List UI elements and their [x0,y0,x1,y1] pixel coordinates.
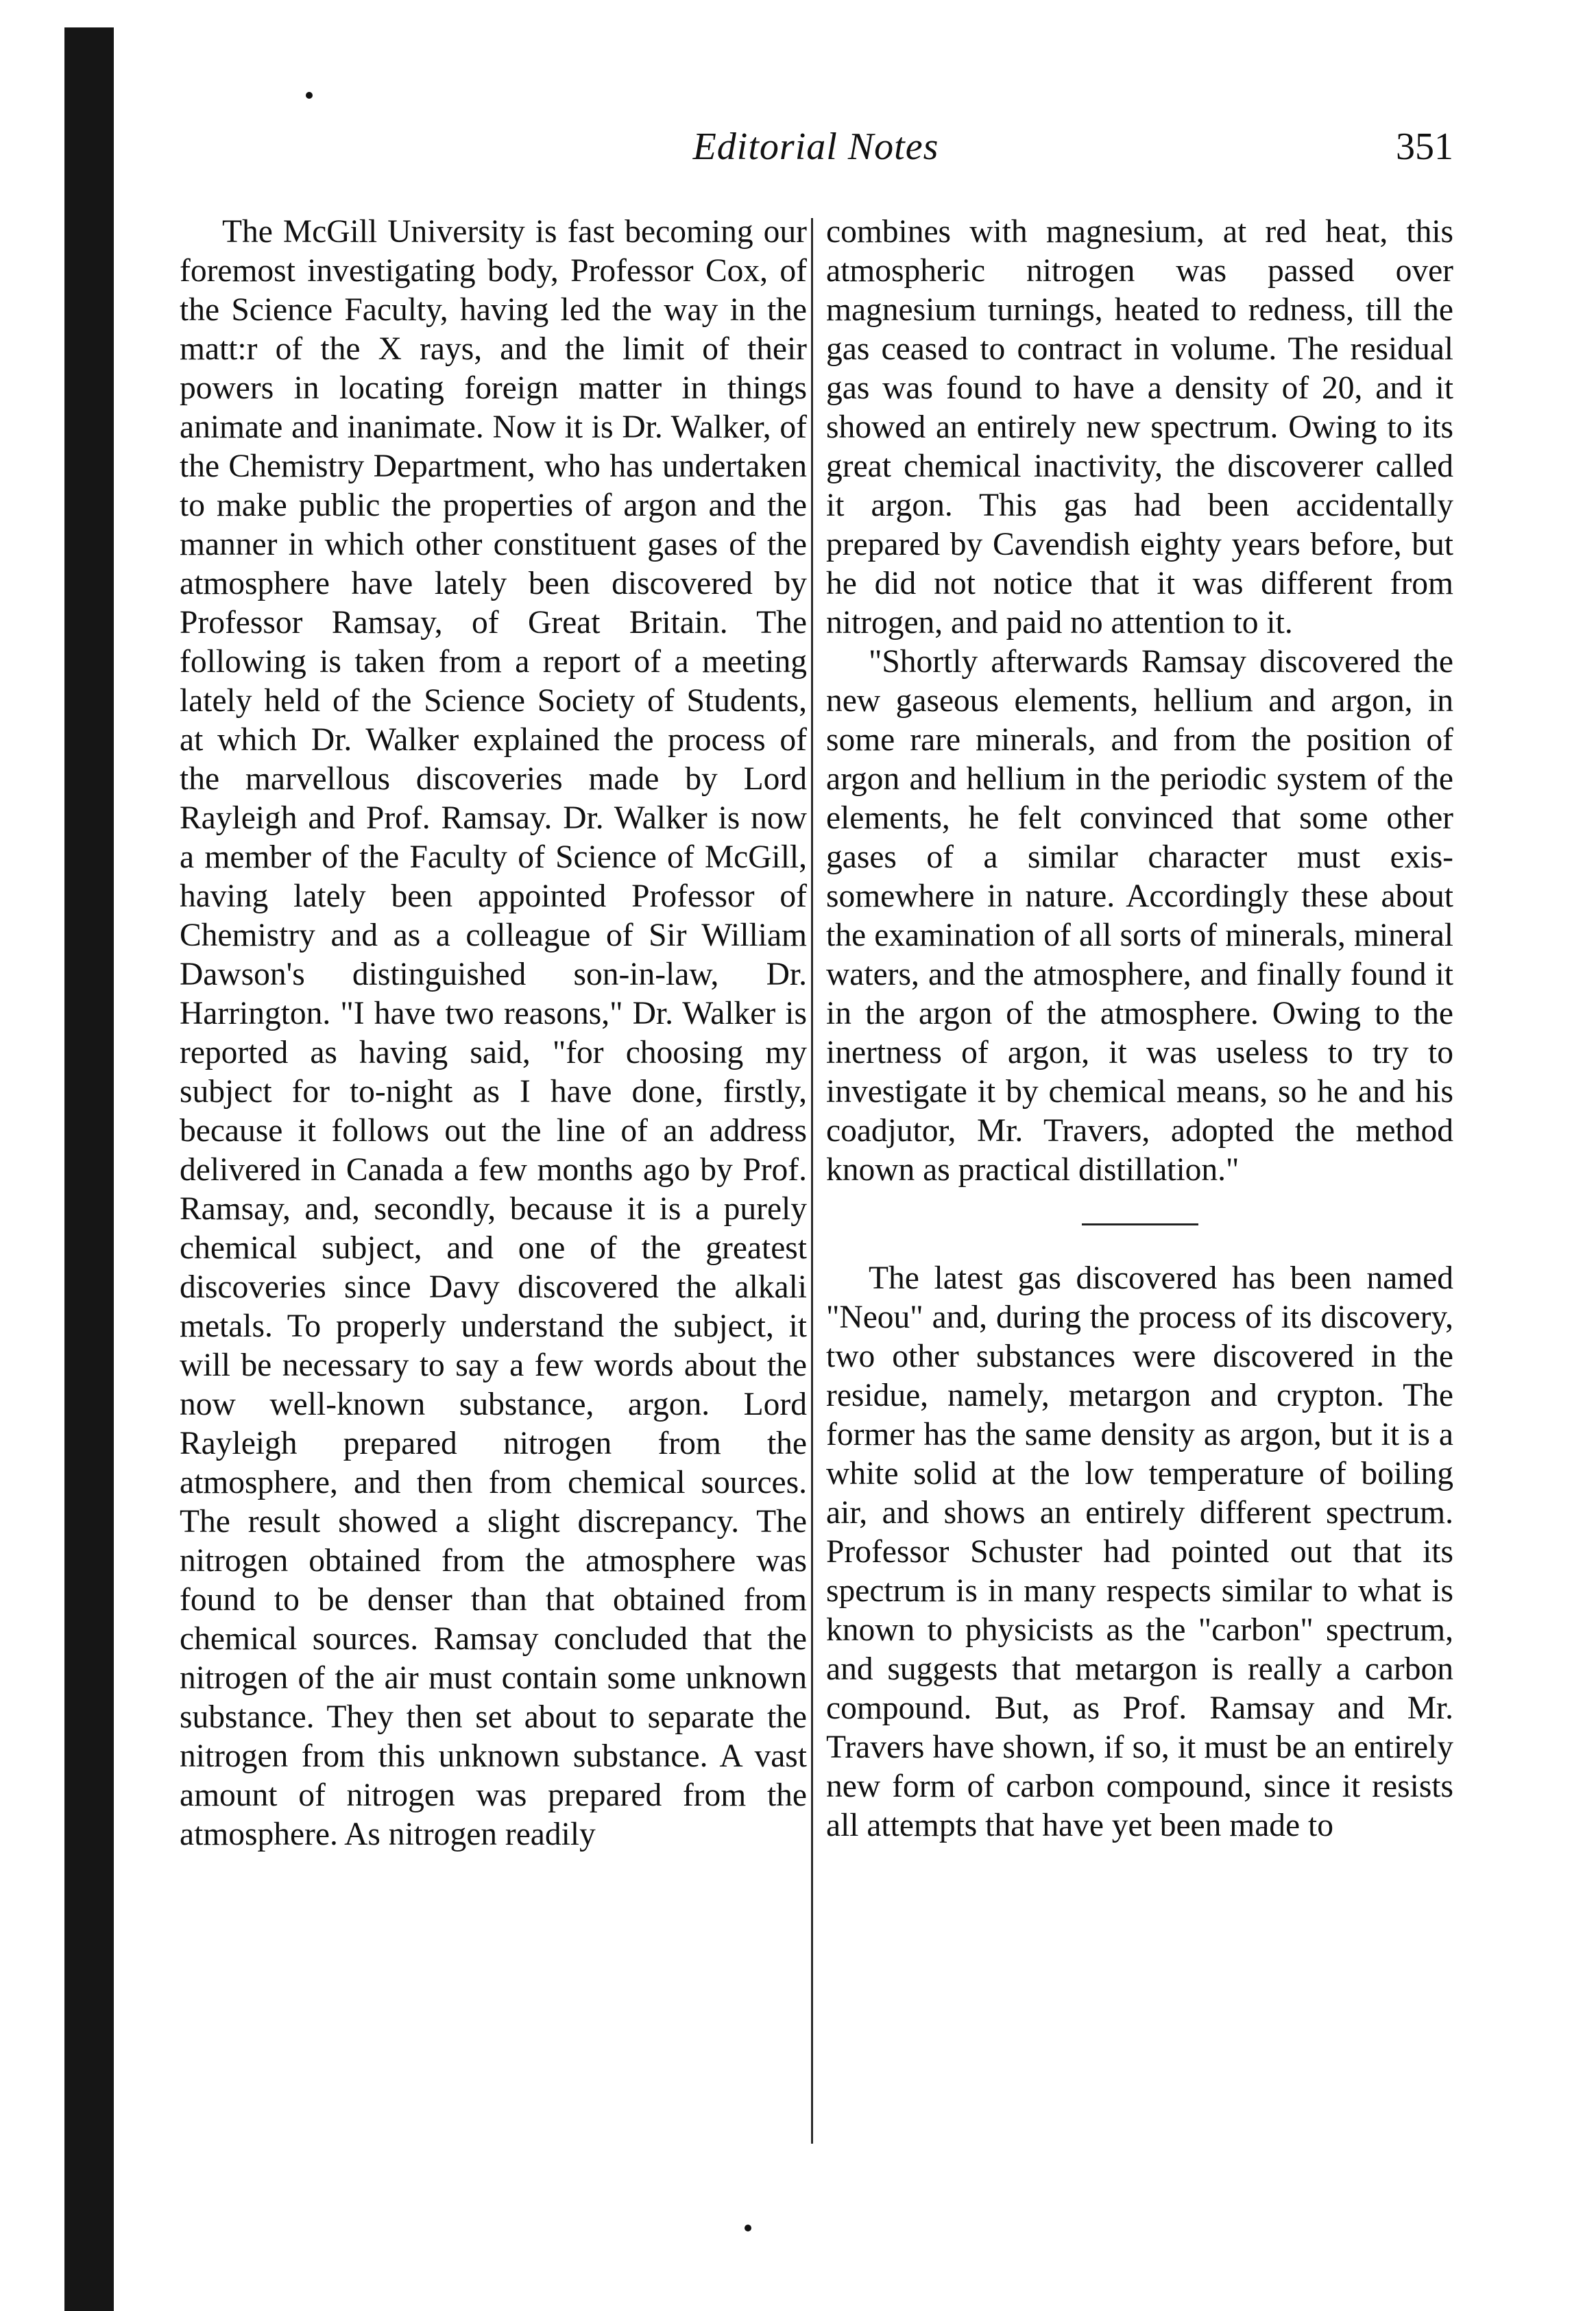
paragraph-continuation: combines with magnesium, at red heat, this atmospheric nitrogen was passed over magnesium turnings, heated to redness, till the gas ceased to contract in volume. The residual gas was found to have a density of 20, and it showed an entirely new spectrum. Owing to its great chemical inactivity, the discoverer called it argon. This gas had been accidentally prepared by Cavendish eighty years before, but he did not notice that it was different from nitrogen, and paid no attention to it. [826,214,1453,640]
page-number: 351 [1396,125,1453,168]
scan-speck [745,2225,751,2231]
paragraph: "Shortly afterwards Ramsay discovered the new gaseous elements, hellium and argon, in some rare minerals, and from the position of argon and hellium in the periodic system of the elements, he felt convinced that some other gases of a similar character must exis-somewhere in nature. Accordingly these about the examination of all sorts of minerals, mineral waters, and the atmosphere, and finally found it in the argon of the atmosphere. Owing to the inertness of argon, it was useless to try to investigate it by chemical means, so he and his coadjutor, Mr. Travers, adopted the method known as practical distillation." [826,644,1453,1188]
left-column [180,213,807,1854]
scan-binding-edge [64,27,114,2311]
page-header [178,125,1453,187]
running-head: Editorial Notes [692,125,939,168]
paragraph: The McGill University is fast becoming our foremost investigating body, Professor Cox, of the Science Faculty, having led the way in the matt:r of the X rays, and the limit of their powers in locating foreign matter in things animate and inanimate. Now it is Dr. Walker, of the Chemistry Department, who has undertaken to make public the properties of argon and the manner in which other constituent gases of the atmosphere have lately been discovered by Professor Ramsay, of Great Britain. The following is taken from a report of a meeting lately held of the Science Society of Students, at which Dr. Walker explained the process of the marvellous discoveries made by Lord Rayleigh and Prof. Ramsay. Dr. Walker is now a member of the Faculty of Science of McGill, having lately been appointed Professor of Chemistry and as a colleague of Sir William Dawson's distinguished son-in-law, Dr. Harrington. "I have two reasons," Dr. Walker is reported as having said, "for choosing my subject for to-night as I have done, firstly, because it follows out the line of an address delivered in Canada a few months ago by Prof. Ramsay, and, secondly, because it is a purely chemical subject, and one of the greatest discoveries since Davy discovered the alkali metals. To properly understand the subject, it will be necessary to say a few words about the now well-known substance, argon. Lord Rayleigh prepared nitrogen from the atmosphere, and then from chemical sources. The result showed a slight discrepancy. The nitrogen obtained from the atmosphere was found to be denser than that obtained from chemical sources. Ramsay concluded that the nitrogen of the air must contain some unknown substance. They then set about to separate the nitrogen from this unknown substance. A vast amount of nitrogen was prepared from the atmosphere. As nitrogen readily [180,214,807,1852]
scan-speck [306,92,313,99]
section-divider [826,1202,1453,1241]
paragraph: The latest gas discovered has been named "Neou" and, during the process of its discovery, two other substances were discovered in the residue, namely, metargon and crypton. The former has the same density as argon, but it is a white solid at the low temperature of boiling air, and shows an entirely different spectrum. Professor Schuster had pointed out that its spectrum is in many respects similar to what is known to physicists as the "carbon" spectrum, and suggests that metargon is really a carbon compound. But, as Prof. Ramsay and Mr. Travers have shown, if so, it must be an entirely new form of carbon compound, since it resists all attempts that have yet been made to [826,1260,1453,1843]
column-divider [811,218,813,2144]
right-column [826,213,1453,1845]
